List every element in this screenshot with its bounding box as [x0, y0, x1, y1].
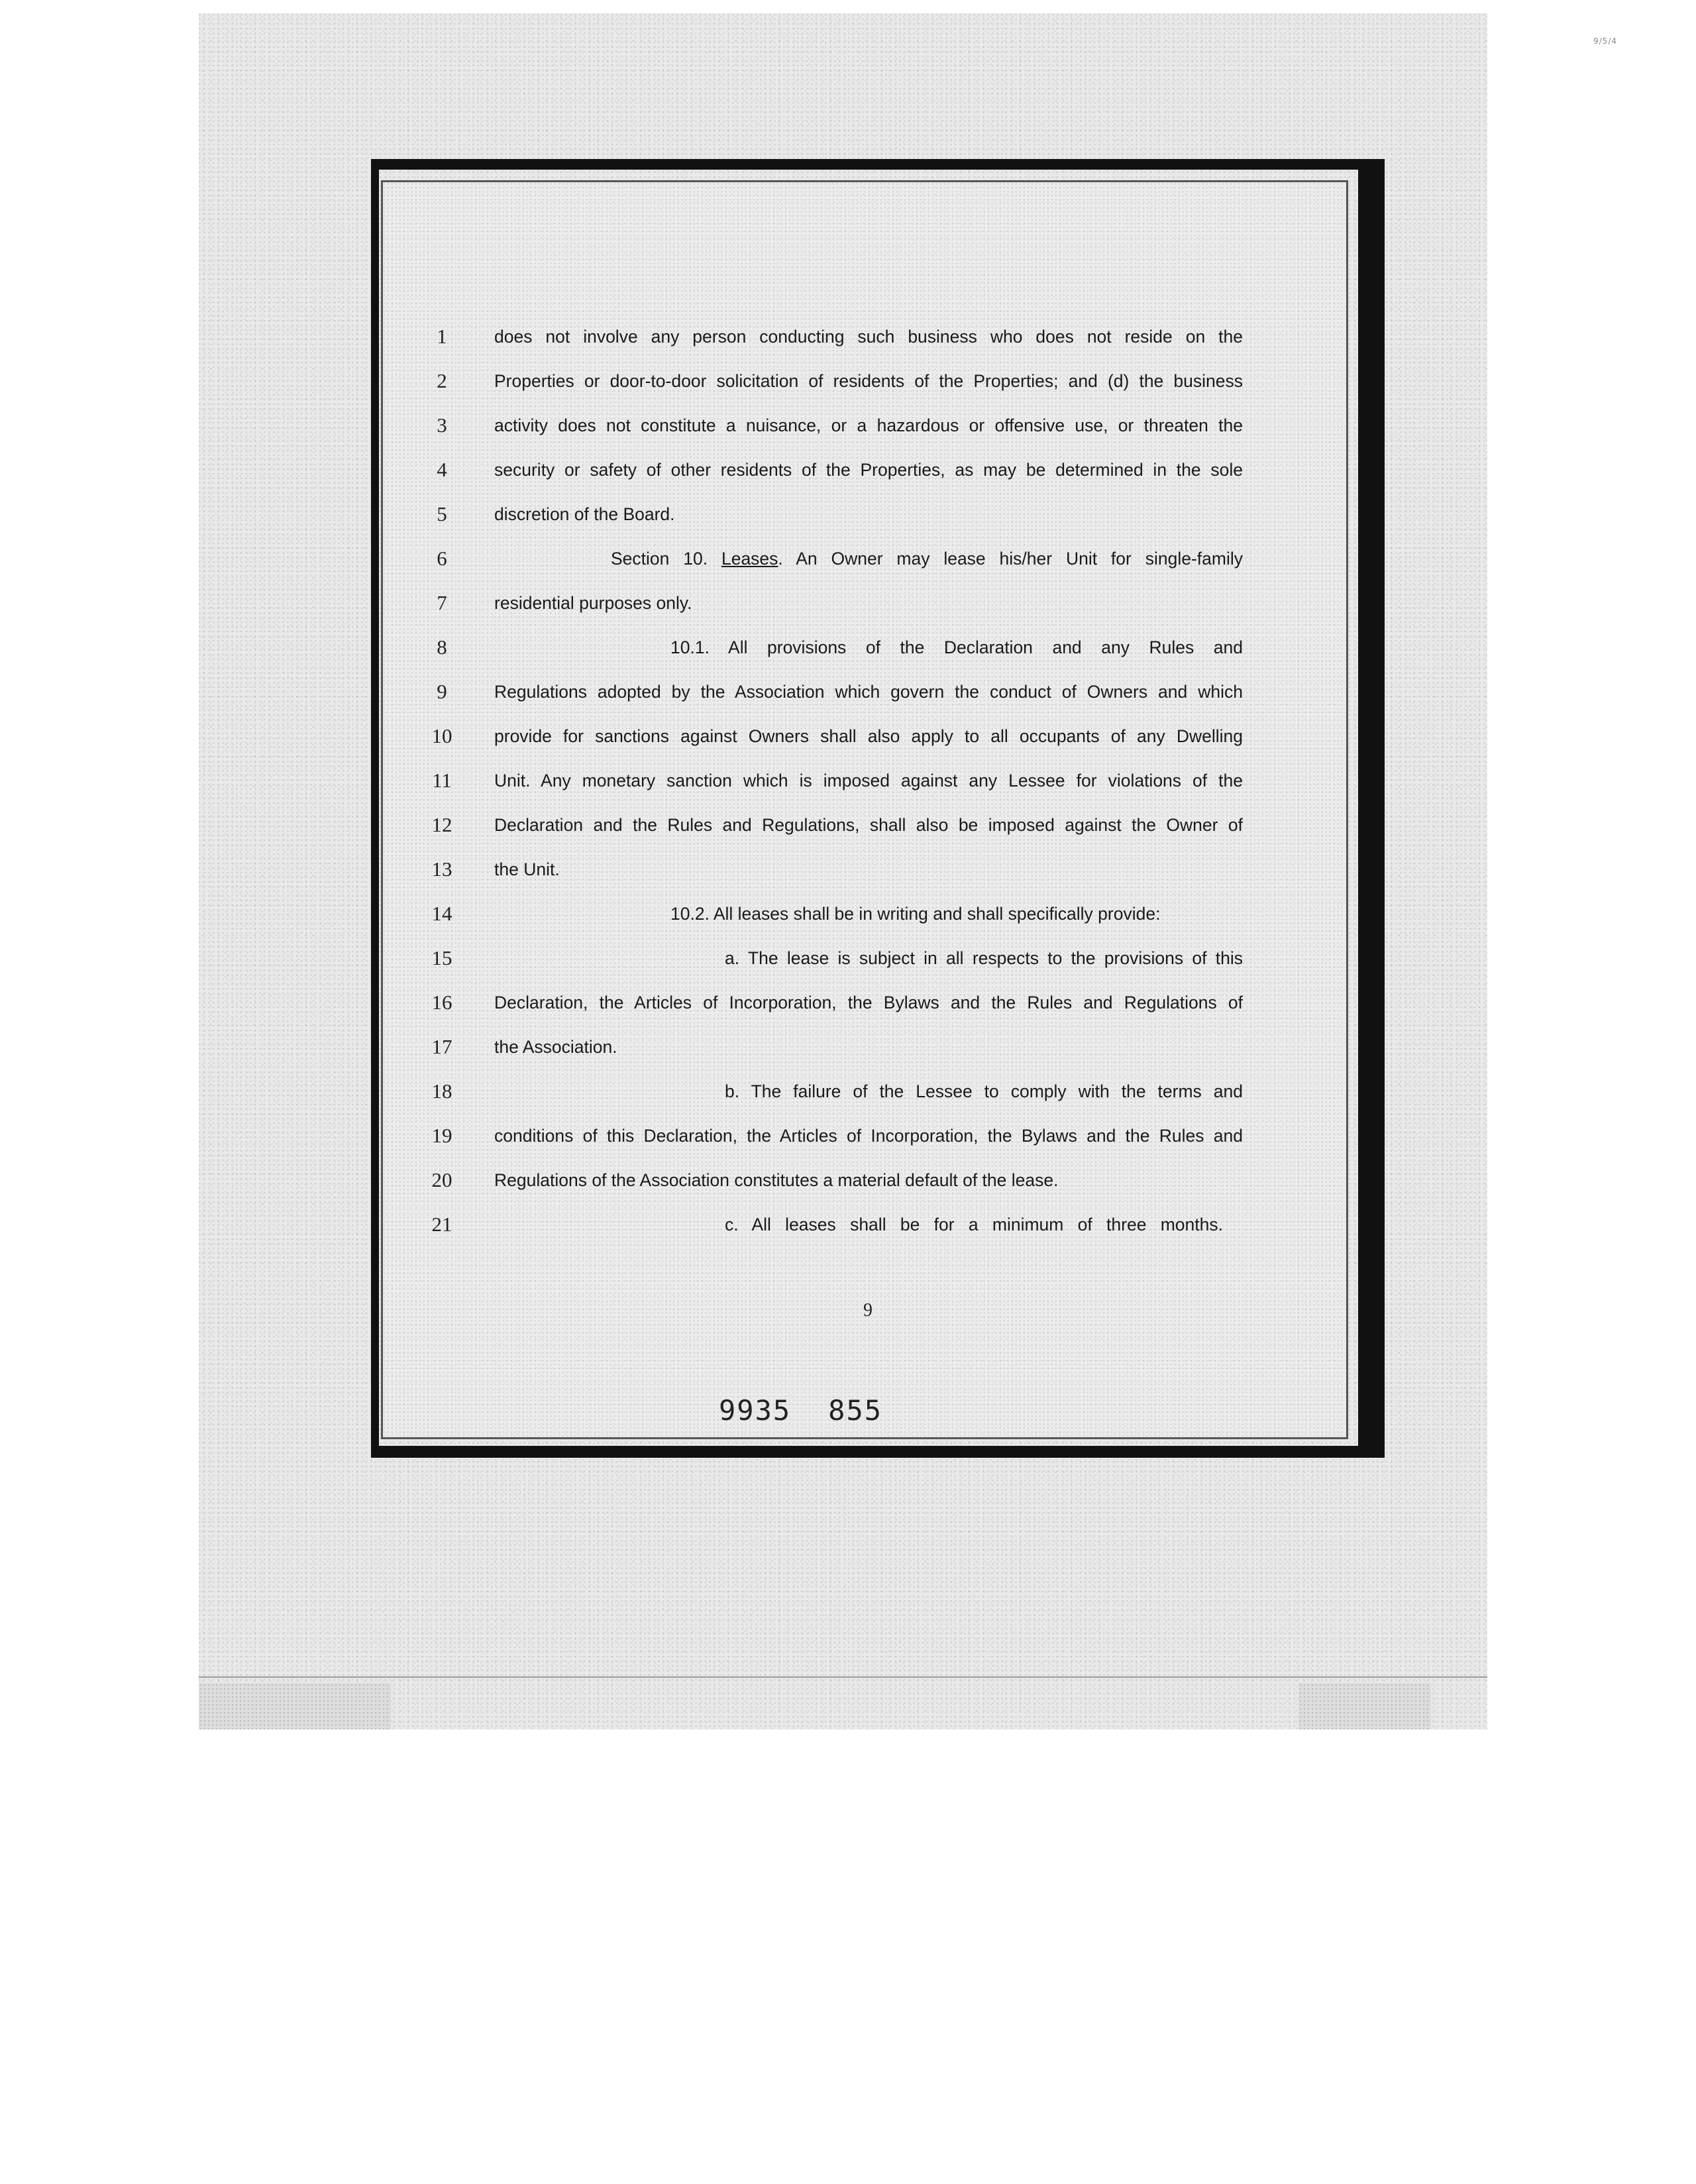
- text-line: Regulations of the Association constitutes a material default of the lease.: [494, 1170, 1059, 1190]
- line-number: 11: [432, 769, 452, 792]
- text-line: activity does not constitute a nuisance, or a hazardous or offensive use, or threaten the: [494, 415, 1243, 435]
- line-number: 14: [431, 902, 452, 925]
- line-number: 9: [437, 680, 447, 703]
- line-number: 19: [431, 1124, 452, 1147]
- text-line: provide for sanctions against Owners shall also apply to all occupants of any Dwelling: [494, 726, 1243, 746]
- line-number: 5: [437, 502, 447, 525]
- corner-mark: 9/5/4: [1593, 36, 1617, 46]
- section-label: Section 10.: [611, 549, 721, 569]
- book-page-number: 855: [828, 1394, 883, 1427]
- section-title: Leases: [721, 549, 778, 569]
- line-number: 16: [431, 991, 452, 1014]
- text-line: residential purposes only.: [494, 593, 692, 613]
- text-line: 10.2. All leases shall be in writing and shall specifically provide:: [670, 904, 1161, 924]
- scan-noise-left: [199, 1683, 391, 1729]
- line-number: 21: [431, 1213, 452, 1236]
- line-number: 15: [431, 946, 452, 969]
- text-line: Declaration, the Articles of Incorporation, the Bylaws and the Rules and Regulations of: [494, 993, 1243, 1012]
- text-line: Declaration and the Rules and Regulations, shall also be imposed against the Owner of: [494, 815, 1243, 835]
- bottom-rule: [199, 1676, 1487, 1678]
- line-number: 17: [431, 1035, 452, 1058]
- text-line: the Association.: [494, 1037, 617, 1057]
- book-number: 9935: [719, 1394, 792, 1427]
- scan-noise-right: [1298, 1683, 1431, 1729]
- book-page-reference: [719, 1394, 882, 1427]
- line-number: 18: [431, 1079, 452, 1103]
- text-line: Regulations adopted by the Association which govern the conduct of Owners and which: [494, 682, 1243, 702]
- text-line: c. All leases shall be for a minimum of three months.: [725, 1215, 1223, 1234]
- text-line: Properties or door-to-door solicitation of residents of the Properties; and (d) the business: [494, 371, 1243, 391]
- text-line: security or safety of other residents of the Properties, as may be determined in the sole: [494, 460, 1243, 480]
- line-number: 6: [437, 547, 447, 570]
- text-line: discretion of the Board.: [494, 504, 675, 524]
- text-line: does not involve any person conducting such business who does not reside on the: [494, 327, 1243, 347]
- line-number: 7: [437, 591, 447, 614]
- line-number: 13: [431, 857, 452, 881]
- line-number: 8: [437, 635, 447, 659]
- line-number: 2: [437, 369, 447, 392]
- text-line: 10.1. All provisions of the Declaration and any Rules and: [670, 637, 1243, 657]
- text-line: Unit. Any monetary sanction which is imposed against any Lessee for violations of the: [494, 771, 1243, 791]
- line-number: 12: [431, 813, 452, 836]
- text-line: conditions of this Declaration, the Articles of Incorporation, the Bylaws and the Rules and: [494, 1126, 1243, 1146]
- line-number: 3: [437, 413, 447, 437]
- text-line: the Unit.: [494, 859, 560, 879]
- line-number: 4: [437, 458, 447, 481]
- text-line: b. The failure of the Lessee to comply with the terms and: [725, 1081, 1243, 1101]
- line-number: 10: [431, 724, 452, 747]
- section-heading-line: [611, 545, 1243, 572]
- line-number: 1: [437, 325, 447, 348]
- line-number: 20: [431, 1168, 452, 1191]
- page-number: 9: [863, 1300, 873, 1321]
- text-line: a. The lease is subject in all respects to the provisions of this: [725, 948, 1243, 968]
- section-text: . An Owner may lease his/her Unit for single-family: [778, 549, 1243, 569]
